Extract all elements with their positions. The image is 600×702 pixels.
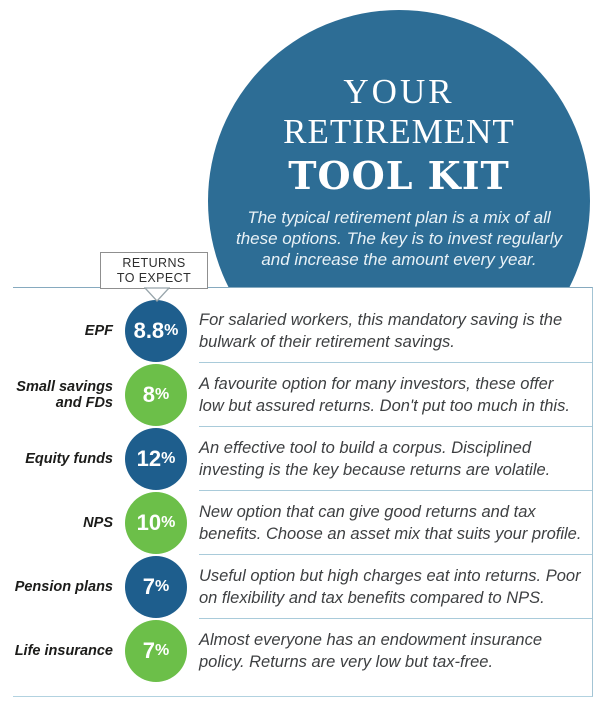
page-title-line3: TOOL KIT <box>288 153 510 198</box>
page-title-line2: RETIREMENT <box>283 112 515 151</box>
option-description: A favourite option for many investors, these offer low but assured returns. Don't put too much in this. <box>199 363 592 427</box>
return-unit: % <box>161 450 176 467</box>
option-row <box>13 299 592 363</box>
return-circle-column <box>113 427 199 491</box>
return-unit: % <box>155 642 170 659</box>
return-value: 7 <box>142 638 155 663</box>
return-badge <box>125 556 187 618</box>
option-label: Life insurance <box>14 643 113 659</box>
return-value: 12 <box>136 446 162 471</box>
return-unit: % <box>155 578 170 595</box>
option-row <box>13 363 592 427</box>
option-row <box>13 555 592 619</box>
hero-subtitle-line1: The typical retirement plan is a mix of all <box>247 208 551 227</box>
return-circle-column <box>113 491 199 555</box>
return-value: 8 <box>142 382 155 407</box>
option-description: For salaried workers, this mandatory saving is the bulwark of their retirement savings. <box>199 299 592 363</box>
option-description: Useful option but high charges eat into returns. Poor on flexibility and tax benefits compared to NPS. <box>199 555 592 619</box>
option-label: Pension plans <box>14 579 113 595</box>
return-badge <box>125 428 187 490</box>
hero-section <box>0 0 600 287</box>
return-badge <box>125 300 187 362</box>
return-badge <box>125 620 187 682</box>
options-table <box>13 287 593 697</box>
option-label: Small savings and FDs <box>16 379 113 411</box>
page-title-line1: YOUR <box>343 72 455 111</box>
option-description: Almost everyone has an endowment insurance policy. Returns are very low but tax-free. <box>199 631 543 671</box>
returns-callout-line1: RETURNS <box>122 255 186 270</box>
option-description: New option that can give good returns and tax benefits. Choose an asset mix that suits your profile. <box>199 491 592 555</box>
callout-pointer-triangle-icon <box>144 287 170 303</box>
hero-subtitle <box>208 207 590 270</box>
option-row <box>13 491 592 555</box>
return-circle-column <box>113 299 199 363</box>
option-description: An effective tool to build a corpus. Disciplined investing is the key because returns are volatile. <box>199 427 592 491</box>
option-row <box>13 619 592 683</box>
return-unit: % <box>164 322 179 339</box>
return-unit: % <box>155 386 170 403</box>
hero-text <box>208 0 590 270</box>
return-circle-column <box>113 555 199 619</box>
hero-subtitle-line2: these options. The key is to invest regularly <box>236 229 562 248</box>
option-row <box>13 427 592 491</box>
return-value: 7 <box>142 574 155 599</box>
option-label: NPS <box>83 515 113 531</box>
return-unit: % <box>161 514 176 531</box>
return-badge <box>125 364 187 426</box>
option-label: Equity funds <box>25 451 113 467</box>
return-circle-column <box>113 619 199 683</box>
option-label: EPF <box>84 323 113 339</box>
return-value: 8.8 <box>133 318 165 343</box>
returns-callout-line2: TO EXPECT <box>116 270 192 285</box>
returns-to-expect-callout <box>100 252 208 289</box>
return-circle-column <box>113 363 199 427</box>
return-value: 10 <box>136 510 162 535</box>
hero-subtitle-line3: and increase the amount every year. <box>261 250 537 269</box>
return-badge <box>125 492 187 554</box>
